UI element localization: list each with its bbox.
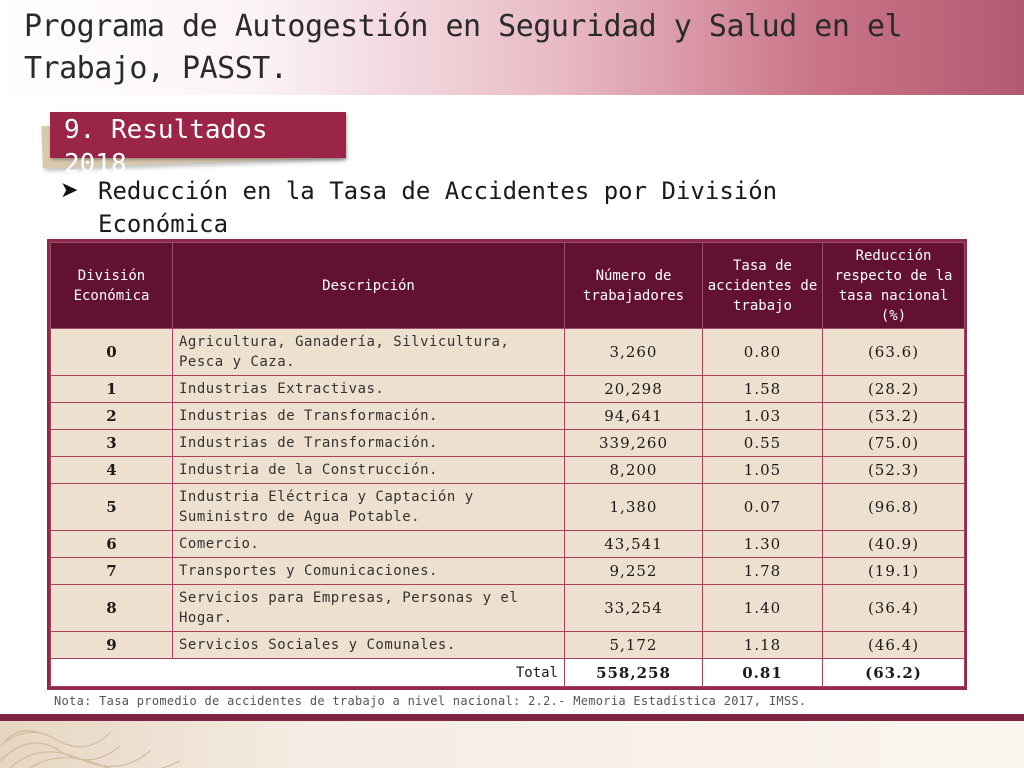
cell-descripcion: Agricultura, Ganadería, Silvicultura, Pesca y Caza. xyxy=(173,329,565,376)
cell-tasa: 1.78 xyxy=(703,558,823,585)
cell-division: 6 xyxy=(51,531,173,558)
cell-reduccion: (52.3) xyxy=(823,457,965,484)
table-row xyxy=(51,585,965,632)
cell-tasa: 1.03 xyxy=(703,403,823,430)
total-tasa: 0.81 xyxy=(703,659,823,687)
total-trabajadores: 558,258 xyxy=(565,659,703,687)
footer-band xyxy=(0,721,1024,768)
table-row xyxy=(51,403,965,430)
cell-reduccion: (96.8) xyxy=(823,484,965,531)
cell-reduccion: (19.1) xyxy=(823,558,965,585)
col-header-tasa: Tasa de accidentes de trabajo xyxy=(703,243,823,329)
cell-division: 5 xyxy=(51,484,173,531)
table-row xyxy=(51,376,965,403)
cell-reduccion: (46.4) xyxy=(823,632,965,659)
cell-descripcion: Industria de la Construcción. xyxy=(173,457,565,484)
cell-descripcion: Comercio. xyxy=(173,531,565,558)
cell-division: 7 xyxy=(51,558,173,585)
cell-trabajadores: 8,200 xyxy=(565,457,703,484)
cell-division: 8 xyxy=(51,585,173,632)
col-header-reduccion: Reducción respecto de la tasa nacional (%) xyxy=(823,243,965,329)
cell-reduccion: (75.0) xyxy=(823,430,965,457)
col-header-descripcion: Descripción xyxy=(173,243,565,329)
cell-reduccion: (40.9) xyxy=(823,531,965,558)
table-row xyxy=(51,430,965,457)
cell-tasa: 1.18 xyxy=(703,632,823,659)
results-table xyxy=(47,239,967,690)
cell-trabajadores: 94,641 xyxy=(565,403,703,430)
table-row xyxy=(51,632,965,659)
cell-descripcion: Servicios para Empresas, Personas y el Hogar. xyxy=(173,585,565,632)
cell-tasa: 1.58 xyxy=(703,376,823,403)
cell-trabajadores: 5,172 xyxy=(565,632,703,659)
cell-trabajadores: 3,260 xyxy=(565,329,703,376)
cell-tasa: 0.07 xyxy=(703,484,823,531)
cell-descripcion: Industrias de Transformación. xyxy=(173,430,565,457)
arrowhead-bullet-icon: ➤ xyxy=(60,178,79,203)
table-header-row xyxy=(51,243,965,329)
cell-trabajadores: 33,254 xyxy=(565,585,703,632)
cell-division: 1 xyxy=(51,376,173,403)
table-row xyxy=(51,558,965,585)
table-row xyxy=(51,484,965,531)
total-reduccion: (63.2) xyxy=(823,659,965,687)
cell-descripcion: Servicios Sociales y Comunales. xyxy=(173,632,565,659)
col-header-trabajadores: Número de trabajadores xyxy=(565,243,703,329)
section-label: 9. Resultados 2018 xyxy=(64,115,268,179)
cell-division: 2 xyxy=(51,403,173,430)
footer-accent-line xyxy=(0,714,1024,721)
cell-division: 9 xyxy=(51,632,173,659)
subtitle: Reducción en la Tasa de Accidentes por División Económica xyxy=(98,177,778,238)
cell-tasa: 0.80 xyxy=(703,329,823,376)
page-title: Programa de Autogestión en Seguridad y Salud en el Trabajo, PASST. xyxy=(24,9,903,86)
table-row xyxy=(51,457,965,484)
table-total-row xyxy=(51,659,965,687)
cell-reduccion: (53.2) xyxy=(823,403,965,430)
cell-descripcion: Industrias Extractivas. xyxy=(173,376,565,403)
cell-tasa: 1.30 xyxy=(703,531,823,558)
cell-trabajadores: 9,252 xyxy=(565,558,703,585)
cell-descripcion: Industria Eléctrica y Captación y Suministro de Agua Potable. xyxy=(173,484,565,531)
cell-tasa: 1.40 xyxy=(703,585,823,632)
table-row xyxy=(51,329,965,376)
cell-division: 4 xyxy=(51,457,173,484)
cell-trabajadores: 1,380 xyxy=(565,484,703,531)
footer-ornament-icon xyxy=(0,721,260,768)
cell-trabajadores: 339,260 xyxy=(565,430,703,457)
cell-reduccion: (28.2) xyxy=(823,376,965,403)
cell-reduccion: (36.4) xyxy=(823,585,965,632)
cell-division: 3 xyxy=(51,430,173,457)
cell-reduccion: (63.6) xyxy=(823,329,965,376)
footnote: Nota: Tasa promedio de accidentes de trabajo a nivel nacional: 2.2.- Memoria Estadística 2017, IMSS. xyxy=(54,694,807,708)
cell-division: 0 xyxy=(51,329,173,376)
cell-descripcion: Transportes y Comunicaciones. xyxy=(173,558,565,585)
cell-tasa: 1.05 xyxy=(703,457,823,484)
cell-trabajadores: 43,541 xyxy=(565,531,703,558)
table-row xyxy=(51,531,965,558)
col-header-division: División Económica xyxy=(51,243,173,329)
cell-descripcion: Industrias de Transformación. xyxy=(173,403,565,430)
cell-tasa: 0.55 xyxy=(703,430,823,457)
total-label: Total xyxy=(51,659,565,687)
cell-trabajadores: 20,298 xyxy=(565,376,703,403)
